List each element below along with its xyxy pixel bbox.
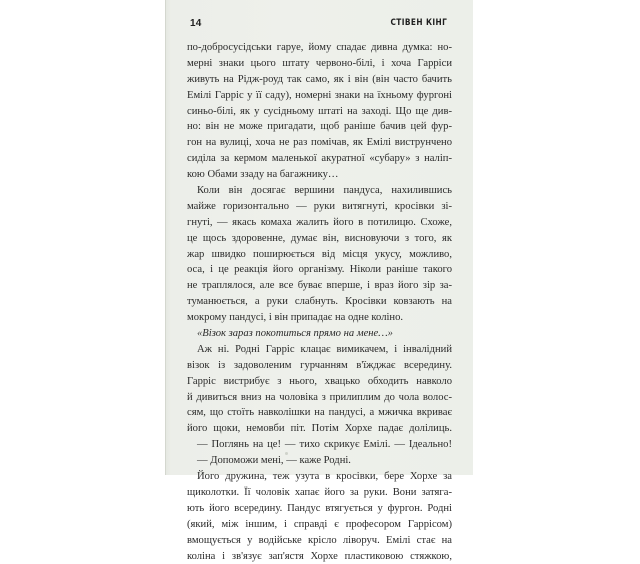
text-line: коліна і зв'язує зап'ястя Хорхе пластиковою стяжкою, xyxy=(187,549,452,564)
text-line: гнуті, — якась комаха жалить його в потилицю. Схоже, xyxy=(187,215,452,231)
page-spine-edge xyxy=(165,0,166,475)
text-line: гон на вулиці, хоча не раз помічав, як Емілі виструнчено xyxy=(187,135,452,151)
running-head-author: СТІВЕН КІНГ xyxy=(390,18,447,28)
page-number: 14 xyxy=(190,18,202,29)
text-line: но: він не може пригадати, щоб раніше бачив цей фур- xyxy=(187,119,452,135)
text-line: по-добросусідськи гаруе, йому спадає дивна думка: но- xyxy=(187,40,452,56)
text-line: вмощується у водійське крісло ліворуч. Емілі стає на xyxy=(187,533,452,549)
text-line: це щось здоровенне, думає він, висновуючи з того, як xyxy=(187,231,452,247)
text-line: синьо-білі, як у сусідньому штаті на заході. Що ще див- xyxy=(187,104,452,120)
text-line: візок із задоволеним гурчанням в'їжджає всередину. xyxy=(187,358,452,374)
text-line: Аж ні. Родні Гарріс клацає вимикачем, і інвалідний xyxy=(187,342,452,358)
text-line: — Поглянь на це! — тихо скрикує Емілі. — Ідеально! xyxy=(187,437,452,453)
text-line: щиколотки. Її чоловік хапає його за руки. Вони затяга- xyxy=(187,485,452,501)
text-line: жар швидко поширюється від місця укусу, можливо, xyxy=(187,247,452,263)
text-line: — Допоможи мені, — каже Родні. xyxy=(187,453,452,469)
text-line: кою Обами ззаду на багажнику… xyxy=(187,167,452,183)
text-line: туманюється, а руки слабнуть. Кросівки ковзають на xyxy=(187,294,452,310)
text-line: його щоки, немовби піт. Потім Хорхе падає долілиць. xyxy=(187,421,452,437)
book-page xyxy=(165,0,473,475)
text-line: сиділа за кермом маленької акуратної «субару» з наліп- xyxy=(187,151,452,167)
page-body-text xyxy=(187,40,452,564)
paper-speck xyxy=(285,452,288,455)
text-line: ють його всередину. Пандус втягується у фургон. Родні xyxy=(187,501,452,517)
text-line: оса, і це реакція його організму. Ніколи раніше такого xyxy=(187,262,452,278)
text-line: Емілі Гарріс у її саду), номерні знаки на їхньому фургоні xyxy=(187,88,452,104)
text-line: й дивиться вниз на чоловіка з прилиплим до чола волос- xyxy=(187,390,452,406)
text-line: мокрому пандусі, і він припадає на одне коліно. xyxy=(187,310,452,326)
text-line: сям, що стоїть навколішки на пандусі, а мжичка вкриває xyxy=(187,405,452,421)
text-line: мерні знаки цього штату червоно-білі, і хоча Гарріси xyxy=(187,56,452,72)
text-line: Його дружина, теж узута в кросівки, бере Хорхе за xyxy=(187,469,452,485)
text-line: (який, між іншим, і справді є професором Гаррісом) xyxy=(187,517,452,533)
text-line: «Візок зараз покотиться прямо на мене…» xyxy=(187,326,452,342)
text-line: не траплялося, але все буває вперше, і враз його зір за- xyxy=(187,278,452,294)
running-head xyxy=(190,17,447,29)
text-line: живуть на Рідж-роуд так само, як і він (він часто бачить xyxy=(187,72,452,88)
text-line: Гарріс вистрибує з нього, хвацько обходить навколо xyxy=(187,374,452,390)
text-line: Коли він досягає вершини пандуса, нахилившись xyxy=(187,183,452,199)
text-line: майже горизонтально — руки витягнуті, кросівки зі- xyxy=(187,199,452,215)
